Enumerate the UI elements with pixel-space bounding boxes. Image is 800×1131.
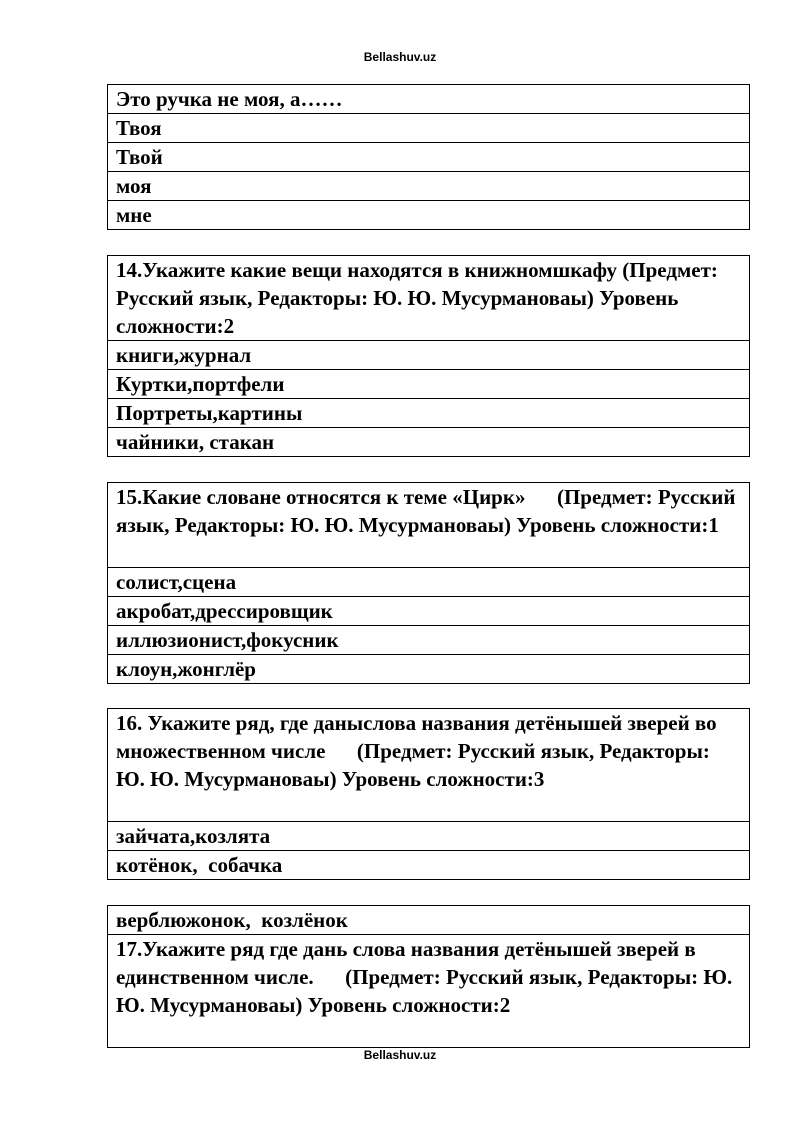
question-text: 14.Укажите какие вещи находятся в книжномшкафу (Предмет: Русский язык, Редакторы: Ю. Ю. Мусурмановаы) Уровень сложности:2: [108, 256, 750, 341]
answer-option[interactable]: мне: [108, 201, 750, 230]
answer-option[interactable]: клоун,жонглёр: [108, 655, 750, 684]
question-text: 16. Укажите ряд, где даныслова названия детёнышей зверей во множественном числе (Предмет: Русский язык, Редакторы: Ю. Ю. Мусурмановаы) Уровень сложности:3: [108, 709, 750, 822]
question-block-17: [107, 905, 750, 1048]
answer-option[interactable]: Твоя: [108, 114, 750, 143]
answer-option[interactable]: книги,журнал: [108, 341, 750, 370]
header-site-label: Bellashuv.uz: [363, 50, 437, 64]
answer-option[interactable]: солист,сцена: [108, 568, 750, 597]
answer-option[interactable]: иллюзионист,фокусник: [108, 626, 750, 655]
footer-site-label: Bellashuv.uz: [363, 1048, 437, 1062]
answer-option[interactable]: акробат,дрессировщик: [108, 597, 750, 626]
answer-option[interactable]: зайчата,козлята: [108, 822, 750, 851]
question-text: 17.Укажите ряд где дань слова названия детёнышей зверей в единственном числе. (Предмет: Русский язык, Редакторы: Ю. Ю. Мусурмановаы) Уровень сложности:2: [108, 935, 750, 1048]
answer-option[interactable]: моя: [108, 172, 750, 201]
question-block-13: [107, 84, 750, 230]
answer-option[interactable]: котёнок, собачка: [108, 851, 750, 880]
answer-option[interactable]: Куртки,портфели: [108, 370, 750, 399]
answer-option[interactable]: чайники, стакан: [108, 428, 750, 457]
question-text: Это ручка не моя, а……: [108, 85, 750, 114]
question-block-15: [107, 482, 750, 684]
answer-option[interactable]: верблюжонок, козлёнок: [108, 906, 750, 935]
answer-option[interactable]: Портреты,картины: [108, 399, 750, 428]
question-block-16: [107, 708, 750, 880]
question-text: 15.Какие слованe относятся к теме «Цирк» (Предмет: Русский язык, Редакторы: Ю. Ю. Мусурмановаы) Уровень сложности:1: [108, 483, 750, 568]
answer-option[interactable]: Твой: [108, 143, 750, 172]
question-block-14: [107, 255, 750, 457]
